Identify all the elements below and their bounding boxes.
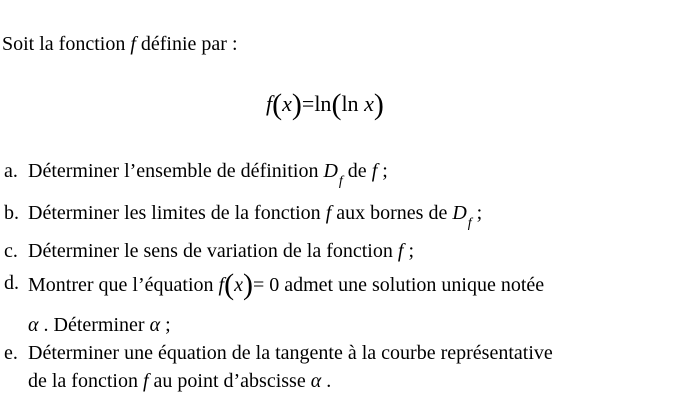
item-d-text2: admet une solution unique notée — [279, 274, 545, 296]
item-e-continuation-text — [28, 370, 331, 392]
item-d-alpha-2: α — [149, 314, 161, 336]
formula-x: x — [282, 91, 292, 116]
item-e-text1: Déterminer une équation de la tangente à la courbe représentative — [28, 342, 553, 364]
item-d-continuation-text — [28, 314, 171, 336]
item-e-function-name: f — [142, 370, 149, 392]
intro-line — [2, 33, 238, 55]
item-d-x: x — [234, 274, 243, 296]
formula-equals: = — [301, 91, 315, 116]
formula-ln-outer: ln — [314, 91, 332, 116]
item-b-function-name: f — [325, 202, 332, 224]
item-d-paren-open: ( — [224, 268, 235, 301]
item-e-letter: e. — [4, 342, 18, 364]
function-definition-formula — [266, 88, 384, 121]
item-c-text — [28, 240, 414, 262]
intro-text-after: définie par : — [135, 33, 238, 55]
item-a-domain-D: D — [323, 160, 338, 182]
item-b-domain-sub: f — [467, 216, 472, 231]
item-d-alpha-1: α — [28, 314, 39, 336]
item-d-equals-zero: = 0 — [252, 274, 280, 296]
item-b-text2: aux bornes de — [331, 202, 453, 224]
formula-ln-inner: ln — [341, 91, 359, 116]
intro-function-name: f — [130, 33, 136, 55]
item-d-paren-close: ) — [242, 268, 253, 301]
formula-f: f — [266, 91, 273, 116]
item-a-text — [28, 160, 388, 189]
formula-paren-open: ( — [272, 88, 283, 121]
item-c-letter: c. — [4, 240, 18, 262]
item-b-domain-D: D — [452, 202, 467, 224]
item-a-text1: Déterminer l’ensemble de définition — [28, 160, 324, 182]
item-c-text2: ; — [403, 240, 414, 262]
item-a-text3: ; — [377, 160, 388, 182]
item-a-function-name: f — [371, 160, 378, 182]
item-e-text4: . — [321, 370, 332, 392]
item-a-text2: de — [342, 160, 372, 182]
item-b-text1: Déterminer les limites de la fonction — [28, 202, 326, 224]
item-e-alpha: α — [310, 370, 322, 392]
item-e-text2: de la fonction — [28, 370, 143, 392]
formula-inner-paren-close: ) — [373, 88, 384, 121]
item-a-letter: a. — [4, 160, 18, 182]
intro-text-before: Soit la fonction — [2, 33, 131, 55]
item-d-function-name: f — [218, 274, 225, 296]
item-a-domain-sub: f — [338, 174, 343, 189]
item-b-text — [28, 202, 483, 231]
item-e-text3: au point d’abscisse — [148, 370, 311, 392]
item-c-text1: Déterminer le sens de variation de la fonction — [28, 240, 398, 262]
item-d-text4: ; — [160, 314, 171, 336]
item-d-letter: d. — [4, 272, 19, 294]
formula-paren-close: ) — [291, 88, 302, 121]
item-d-text3: . Déterminer — [38, 314, 150, 336]
formula-inner-paren-open: ( — [331, 88, 342, 121]
item-d-text1: Montrer que l’équation — [28, 274, 219, 296]
item-b-text3: ; — [471, 202, 483, 224]
item-c-function-name: f — [397, 240, 404, 262]
formula-x-inner: x — [364, 91, 374, 116]
item-d-text — [28, 268, 545, 301]
item-b-letter: b. — [4, 202, 19, 224]
